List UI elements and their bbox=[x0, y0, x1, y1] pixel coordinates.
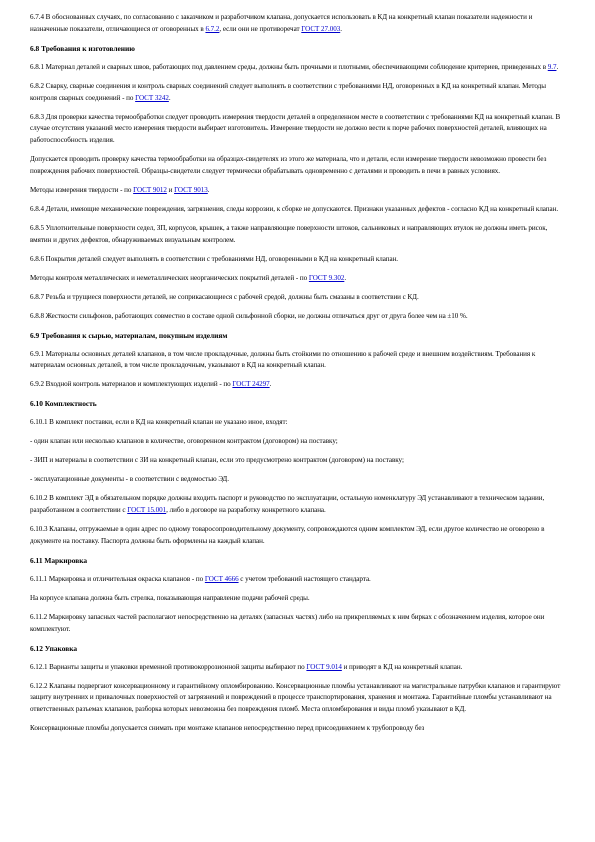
text-run: На корпусе клапана должна быть стрелка, показывающая направление подачи рабочей среды. bbox=[30, 593, 310, 602]
text-run: 6.9.1 Материалы основных деталей клапанов, в том числе прокладочные, должны быть стойкими по отношению к рабочей среде и внешним воздействиям. Требования к материалам основных деталей, в том числе прокладочным, указывают в КД на конкретный клапан. bbox=[30, 349, 536, 370]
text-run: . bbox=[168, 93, 171, 102]
text-run: с учетом требований настоящего стандарта. bbox=[238, 574, 371, 583]
clause-6-8-5 bbox=[30, 223, 570, 247]
reference-link[interactable]: ГОСТ 24297 bbox=[232, 380, 270, 389]
clause-6-11-1 bbox=[30, 574, 570, 586]
text-run: - ЗИП и материалы в соответствии с ЗИ на конкретный клапан, если это предусмотрено контрактом (договором) на поставку; bbox=[30, 456, 404, 465]
text-run: 6.9.2 Входной контроль материалов и комплектующих изделий - по bbox=[30, 380, 233, 389]
text-run: 6.10.3 Клапаны, отгружаемые в один адрес по одному товаросопроводительному документу, сопровождаются одним комплектом ЭД, если другое количество не оговорено в документе на поставку. Паспорта должны быть оформлены на каждый клапан. bbox=[30, 525, 545, 545]
document-page bbox=[30, 12, 570, 742]
clause-6-7-4 bbox=[30, 12, 570, 36]
reference-link[interactable]: 9.7 bbox=[547, 62, 557, 71]
text-run: 6.12.1 Варианты защиты и упаковки временной противокоррозионной защиты выбирают по bbox=[30, 662, 307, 671]
text-run: . bbox=[207, 185, 210, 194]
text-run: . bbox=[269, 380, 272, 389]
clause-6-8-3-note bbox=[30, 154, 570, 178]
text-run: 6.10 Комплектность bbox=[30, 399, 97, 409]
reference-link[interactable]: ГОСТ 9.302 bbox=[308, 273, 345, 282]
text-run: . bbox=[340, 24, 342, 33]
item-valves bbox=[30, 436, 570, 448]
text-run: 6.8.1 Материал деталей и сварных швов, работающих под давлением среды, должны быть прочными и плотными, обеспечивающими соблюдение критериев, приведенных в bbox=[30, 62, 548, 71]
item-documents bbox=[30, 474, 570, 486]
clause-6-8-4 bbox=[30, 204, 570, 216]
text-run: Методы контроля металлических и неметаллических неорганических покрытий деталей - по bbox=[30, 273, 309, 282]
section-6-11-heading bbox=[30, 555, 570, 567]
clause-6-8-2 bbox=[30, 81, 570, 105]
text-run: 6.8.6 Покрытия деталей следует выполнять в соответствии с требованиями НД, оговоренными в КД на конкретный клапан. bbox=[30, 254, 399, 263]
clause-6-10-2 bbox=[30, 493, 570, 517]
section-6-9-heading bbox=[30, 330, 570, 342]
hardness-methods bbox=[30, 185, 570, 197]
reference-link[interactable]: ГОСТ 3242 bbox=[135, 93, 169, 102]
text-run: 6.12 Упаковка bbox=[30, 643, 78, 653]
text-run: 6.7.4 В обоснованных случаях, по согласованию с заказчиком и разработчиком клапана, допускается использовать в КД на конкретный клапан показатели надежности и назначенные показатели, отличающиеся от оговоренных в bbox=[30, 13, 533, 33]
text-run: и bbox=[166, 185, 175, 194]
clause-6-12-1 bbox=[30, 662, 570, 674]
reference-link[interactable]: ГОСТ 9012 bbox=[133, 185, 167, 194]
clause-6-8-8 bbox=[30, 311, 570, 323]
clause-6-10-1 bbox=[30, 417, 570, 429]
clause-6-8-6 bbox=[30, 254, 570, 266]
clause-6-11-1-arrow bbox=[30, 593, 570, 605]
reference-link[interactable]: ГОСТ 15.001 bbox=[127, 506, 167, 515]
clause-6-8-1 bbox=[30, 62, 570, 74]
reference-link[interactable]: ГОСТ 4666 bbox=[204, 574, 239, 583]
clause-6-12-2 bbox=[30, 681, 570, 716]
text-run: 6.12.2 Клапаны подвергают консервационному и гарантийному опломбированию. Консервационные пломбы устанавливают на магистральные патрубки клапанов и гарантируют защиту внутренних и привалочных поверхностей от загрязнений и повреждений в процессе транспортирования, хранения и монтажа. Гарантийные пломбы устанавливают на ответственных разъемах клапанов, разборка которых невозможна без повреждения пломб. Места опломбирования и виды пломб указывают в КД. bbox=[30, 681, 561, 714]
text-run: - эксплуатационные документы - в соответствии с ведомостью ЭД. bbox=[30, 475, 229, 484]
clause-6-8-7 bbox=[30, 292, 570, 304]
text-run: Консервационные пломбы допускается снимать при монтаже клапанов непосредственно перед присоединением к трубопроводу без bbox=[30, 724, 425, 733]
text-run: 6.9 Требования к сырью, материалам, покупным изделиям bbox=[30, 330, 228, 340]
text-run: , либо в договоре на разработку конкретного клапана. bbox=[166, 506, 326, 515]
clause-6-9-2 bbox=[30, 379, 570, 391]
clause-6-10-3 bbox=[30, 524, 570, 548]
text-run: 6.8.8 Жесткости сильфонов, работающих совместно в составе одной сильфонной сборки, не должны отличаться друг от друга более чем на ±10 %. bbox=[30, 311, 468, 320]
text-run: 6.8 Требования к изготовлению bbox=[30, 43, 135, 53]
text-run: , если они не противоречат bbox=[219, 24, 302, 33]
text-run: 6.8.5 Уплотнительные поверхности седел, ЗП, корпусов, крышек, а также направляющие поверхности штоков, сальниковых и направляющих втулок не должны иметь рисок, вмятин и других дефектов, обнаруживаемых визуальным контролем. bbox=[30, 223, 548, 244]
reference-link[interactable]: ГОСТ 9013 bbox=[174, 185, 208, 194]
reference-link[interactable]: 6.7.2 bbox=[205, 24, 220, 33]
text-run: . bbox=[344, 273, 347, 282]
reference-link[interactable]: ГОСТ 27.003 bbox=[301, 24, 341, 33]
clause-6-9-1 bbox=[30, 349, 570, 373]
section-6-8-heading bbox=[30, 43, 570, 55]
text-run: - один клапан или несколько клапанов в количестве, оговоренном контрактом (договором) на поставку; bbox=[30, 437, 338, 446]
item-spare-parts bbox=[30, 455, 570, 467]
text-run: 6.8.3 Для проверки качества термообработки следует проводить измерения твердости деталей в определенном месте в соответствии с требованиями КД на конкретный клапан. В случае отсутствия указаний место измерения твердости выбирает изготовитель. Измерение твердости не должно вести к порче рабочих поверхностей деталей, влияющих на работоспособность изделия. bbox=[30, 112, 561, 145]
text-run: . bbox=[556, 62, 559, 71]
text-run: 6.10.2 В комплект ЭД в обязательном порядке должны входить паспорт и руководство по эксплуатации, остальную номенклатуру ЭД устанавливают в техническом задании, разработанном в соответствии с bbox=[30, 494, 545, 515]
text-run: и приводят в КД на конкретный клапан. bbox=[341, 662, 463, 671]
text-run: Допускается проводить проверку качества термообработки на образцах-свидетелях из этого же материала, что и детали, если измерение твердости невозможно провести без повреждения рабочих поверхностей. Образцы-свидетели следует термически обрабатывать одновременно с деталями и проводить в печи в равных условиях. bbox=[30, 155, 547, 175]
text-run: 6.8.2 Сварку, сварные соединения и контроль сварных соединений следует выполнять в соответствии с требованиями НД, оговоренных в КД на конкретный клапан. Методы контроля сварных соединений - по bbox=[30, 81, 546, 102]
text-run: 6.8.7 Резьба и трущиеся поверхности деталей, не соприкасающиеся с рабочей средой, должны быть смазаны в соответствии с КД. bbox=[30, 292, 419, 301]
coating-methods bbox=[30, 273, 570, 285]
clause-6-11-2 bbox=[30, 612, 570, 636]
text-run: 6.11.1 Маркировка и отличительная окраска клапанов - по bbox=[30, 574, 205, 583]
clause-6-8-3 bbox=[30, 112, 570, 147]
text-run: 6.8.4 Детали, имеющие механические повреждения, загрязнения, следы коррозии, к сборке не допускаются. Признаки указанных дефектов - согласно КД на конкретный клапан. bbox=[30, 204, 559, 213]
text-run: 6.11 Маркировка bbox=[30, 555, 88, 565]
text-run: Методы измерения твердости - по bbox=[30, 185, 134, 194]
text-run: 6.11.2 Маркировку запасных частей располагают непосредственно на деталях (запасных частях) либо на прикрепляемых к ним бирках с обозначением изделия, которое они комплектуют. bbox=[30, 612, 545, 633]
section-6-10-heading bbox=[30, 398, 570, 410]
section-6-12-heading bbox=[30, 643, 570, 655]
reference-link[interactable]: ГОСТ 9.014 bbox=[306, 662, 342, 671]
text-run: 6.10.1 В комплект поставки, если в КД на конкретный клапан не указано иное, входят: bbox=[30, 418, 288, 427]
clause-6-12-2-cont bbox=[30, 723, 570, 735]
